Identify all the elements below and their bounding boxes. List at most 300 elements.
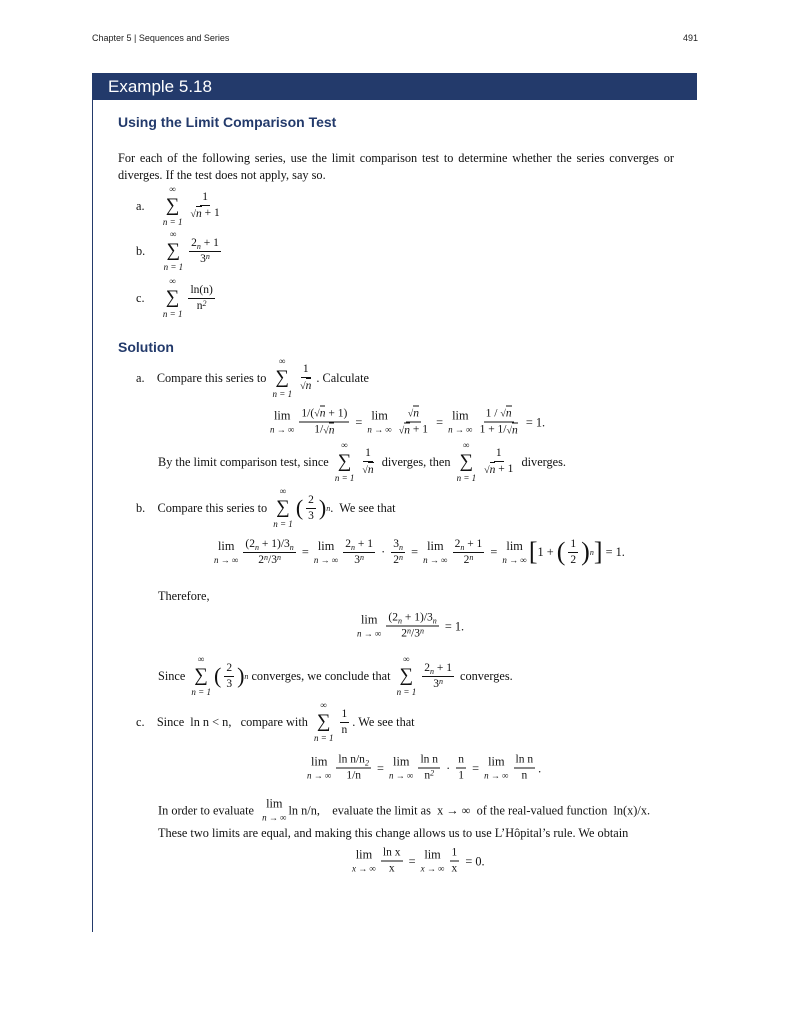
square-root xyxy=(362,462,373,478)
math-text: = 1. xyxy=(441,619,465,633)
exponent: n xyxy=(196,241,201,251)
intro-paragraph: For each of the following series, use the limit comparison test to determine whether the series converges or diverges. If the test does not apply, say so. xyxy=(118,151,674,182)
exponent: n xyxy=(264,552,268,562)
fraction xyxy=(340,707,350,738)
exponent: n xyxy=(419,626,424,636)
numerator xyxy=(422,661,454,677)
math-text: n xyxy=(521,769,528,782)
equation-b-therefore xyxy=(355,611,464,642)
math-text: By the limit comparison test, since xyxy=(158,455,332,469)
exponent: n xyxy=(399,542,404,552)
radicand: n xyxy=(505,407,512,420)
numerator xyxy=(340,707,350,723)
sum-index: n = 1 xyxy=(396,687,417,697)
fraction xyxy=(360,446,375,478)
numerator xyxy=(243,537,295,553)
denominator xyxy=(352,553,366,568)
limit-subscript: n → ∞ xyxy=(270,424,295,435)
math-text: = xyxy=(408,545,422,559)
limit xyxy=(421,848,445,875)
lim-label: lim xyxy=(274,408,291,423)
equation-c xyxy=(305,753,541,784)
fraction xyxy=(343,537,375,568)
exponent: n xyxy=(205,251,210,261)
math-text: 2 xyxy=(345,537,352,550)
solution-c-lhopital xyxy=(158,825,628,841)
fraction xyxy=(243,537,295,568)
sigma-symbol: ∑ xyxy=(165,287,180,308)
radicand: n xyxy=(319,407,326,420)
numerator xyxy=(299,406,349,423)
summation xyxy=(273,356,293,400)
math-text: ln n xyxy=(515,753,534,766)
radicand: n xyxy=(404,424,411,437)
math-text: 2 xyxy=(454,537,461,550)
sum-upper-limit: ∞ xyxy=(463,440,470,450)
radical-sign: √ xyxy=(190,208,196,220)
math-text: 2 xyxy=(401,627,407,640)
denominator xyxy=(344,769,363,784)
parenthesized-fraction xyxy=(214,661,244,692)
equation-b xyxy=(212,536,625,568)
numerator xyxy=(343,537,375,553)
math-text: 1/n xyxy=(346,769,362,782)
exponent: n xyxy=(326,503,331,513)
denominator xyxy=(431,677,445,692)
fraction xyxy=(298,362,313,394)
math-text: n xyxy=(458,753,465,766)
math-text: 3 xyxy=(200,252,206,265)
math-text: 1 xyxy=(451,846,458,859)
denominator xyxy=(391,553,405,568)
math-text: + 1)/3 xyxy=(402,611,433,624)
math-text: b. Compare this series to xyxy=(136,501,271,515)
solution-heading: Solution xyxy=(118,339,174,355)
math-text: diverges, then xyxy=(378,455,454,469)
math-text: ln x xyxy=(382,846,401,859)
math-text: = xyxy=(433,415,447,429)
math-text: x xyxy=(451,862,458,875)
math-text: 1/( xyxy=(301,407,315,420)
math-text: + 1 xyxy=(355,537,374,550)
math-text: + 1)/3 xyxy=(259,537,290,550)
summation xyxy=(163,184,183,228)
exponent: n xyxy=(429,666,434,676)
lim-label: lim xyxy=(361,612,378,627)
math-text: (2 xyxy=(388,611,399,624)
math-text: = xyxy=(469,761,483,775)
limit xyxy=(448,409,472,436)
page-number: 491 xyxy=(683,33,699,43)
math-text: Since xyxy=(158,669,189,683)
summation xyxy=(314,700,334,744)
math-text: + 1) xyxy=(325,407,348,420)
numerator xyxy=(453,537,485,553)
fraction xyxy=(514,753,536,784)
limit-subscript: n → ∞ xyxy=(389,770,414,781)
sum-index: n = 1 xyxy=(191,687,211,697)
denominator xyxy=(399,627,426,642)
square-root xyxy=(323,423,334,439)
math-text: 1 + xyxy=(537,545,557,559)
solution-b-conclusion xyxy=(158,654,513,698)
sigma-symbol: ∑ xyxy=(337,451,352,472)
math-text: 3 xyxy=(433,677,439,690)
square-root xyxy=(399,423,410,439)
math-text: a. Compare this series to xyxy=(136,371,270,385)
numerator xyxy=(363,446,373,462)
limit xyxy=(484,755,508,782)
lim-label: lim xyxy=(266,796,283,811)
limit-subscript: n → ∞ xyxy=(448,424,473,435)
square-root xyxy=(484,462,495,478)
math-text: converges. xyxy=(456,669,513,683)
numerator xyxy=(301,362,311,378)
fraction xyxy=(306,493,316,524)
fraction xyxy=(188,283,214,314)
sum-upper-limit: ∞ xyxy=(279,486,287,496)
bracketed-expression xyxy=(529,536,603,568)
radicand: n xyxy=(305,380,312,392)
radical-sign: √ xyxy=(323,425,329,436)
numerator xyxy=(406,406,421,423)
limit-subscript: n → ∞ xyxy=(307,770,332,781)
radical-sign: √ xyxy=(506,425,512,436)
numerator xyxy=(391,537,405,553)
math-text: ln n/n, evaluate the limit as x → ∞ of the real-valued function ln(x)/x. xyxy=(288,803,651,817)
denominator xyxy=(387,862,397,877)
denominator xyxy=(188,206,221,222)
numerator xyxy=(200,190,210,206)
radical-sign: √ xyxy=(407,408,414,419)
sum-upper-limit: ∞ xyxy=(279,356,286,366)
therefore-label: Therefore, xyxy=(158,589,210,603)
math-text: 1 + 1/ xyxy=(479,423,507,436)
summation xyxy=(191,654,211,698)
exponent: 2 xyxy=(430,768,435,778)
radicand: n xyxy=(328,424,335,437)
therefore-text xyxy=(158,588,210,604)
lim-label: lim xyxy=(218,538,235,553)
right-paren: ) xyxy=(581,537,590,566)
sum-upper-limit: ∞ xyxy=(320,700,327,710)
numerator: 2 xyxy=(224,661,234,677)
math-text: · xyxy=(443,761,454,775)
math-text: /3 xyxy=(411,627,420,640)
summation xyxy=(164,229,184,273)
math-text: + 1 xyxy=(410,423,429,436)
math-text: In order to evaluate xyxy=(158,803,261,817)
denominator: 3 xyxy=(226,677,233,690)
example-border xyxy=(92,100,93,932)
denominator: 3 xyxy=(308,509,314,522)
numerator xyxy=(514,753,536,769)
math-text: 2 xyxy=(463,553,470,566)
square-root xyxy=(500,406,511,422)
parenthesized-fraction xyxy=(296,493,326,524)
radical-sign: √ xyxy=(300,380,306,392)
math-text: x xyxy=(388,862,395,875)
fraction xyxy=(224,661,234,692)
solution-a-conclusion xyxy=(158,440,566,484)
square-root xyxy=(190,206,201,222)
math-text: 2 xyxy=(393,553,400,566)
fraction xyxy=(397,406,430,439)
denominator xyxy=(298,378,313,394)
math-text: 1 xyxy=(495,447,502,459)
radical-sign: √ xyxy=(314,408,320,419)
radical-sign: √ xyxy=(362,464,368,476)
denominator xyxy=(198,252,212,267)
limit-subscript: n → ∞ xyxy=(262,812,287,823)
math-text: 3 xyxy=(354,553,361,566)
limit xyxy=(357,613,381,640)
fraction xyxy=(422,661,454,692)
sigma-symbol: ∑ xyxy=(166,240,181,261)
limit-subscript: x → ∞ xyxy=(420,863,445,874)
fraction xyxy=(482,446,515,478)
sigma-symbol: ∑ xyxy=(194,665,208,686)
math-text: = xyxy=(373,761,388,775)
sum-index: n = 1 xyxy=(272,389,293,399)
math-text: 1 xyxy=(341,707,348,720)
summation xyxy=(335,440,355,484)
math-text: ln n/n xyxy=(338,753,365,766)
left-paren: ( xyxy=(295,495,304,520)
limit xyxy=(367,409,391,436)
limit xyxy=(214,539,238,566)
lim-label: lim xyxy=(427,538,444,553)
denominator xyxy=(456,769,466,784)
sum-index: n = 1 xyxy=(313,733,334,743)
limit xyxy=(307,755,331,782)
exponent: n xyxy=(460,542,465,552)
math-text: = xyxy=(487,545,501,559)
radicand: n xyxy=(367,464,374,476)
denominator xyxy=(340,723,350,738)
right-paren: ) xyxy=(318,495,327,520)
fraction xyxy=(381,846,403,877)
denominator xyxy=(256,553,283,568)
denominator xyxy=(312,423,336,439)
lim-label: lim xyxy=(393,754,410,769)
denominator xyxy=(195,299,209,314)
fraction xyxy=(450,846,460,877)
denominator xyxy=(450,862,460,877)
math-text: = 1. xyxy=(522,415,546,429)
question-c xyxy=(136,276,218,320)
denominator xyxy=(519,769,529,784)
limit xyxy=(389,755,413,782)
math-text: 3 xyxy=(393,537,400,550)
exponent: 2 xyxy=(364,758,369,768)
fraction xyxy=(568,537,578,568)
math-text: ln(n) xyxy=(190,283,213,296)
equation-a xyxy=(268,406,545,439)
denominator xyxy=(462,553,476,568)
limit-subscript: x → ∞ xyxy=(352,863,376,874)
math-text: 1 xyxy=(202,191,208,203)
sigma-symbol: ∑ xyxy=(275,367,290,388)
math-text: 1/ xyxy=(314,423,324,436)
exponent: n xyxy=(255,542,260,552)
square-root xyxy=(300,378,311,394)
square-root xyxy=(507,423,518,439)
math-text: + 1 xyxy=(495,463,514,475)
limit xyxy=(262,797,286,824)
sigma-symbol: ∑ xyxy=(165,195,180,216)
denominator: 2 xyxy=(570,553,577,566)
math-text: + 1 xyxy=(464,537,483,550)
sum-index: n = 1 xyxy=(334,473,355,483)
fraction xyxy=(188,190,221,222)
denominator xyxy=(482,462,515,478)
radicand: n xyxy=(512,424,518,437)
limit xyxy=(314,539,338,566)
sum-upper-limit: ∞ xyxy=(170,229,177,239)
math-text: n xyxy=(424,769,431,782)
fraction xyxy=(336,753,371,784)
math-text: 2 xyxy=(258,553,264,566)
summation xyxy=(163,276,183,320)
denominator xyxy=(422,769,436,784)
lim-label: lim xyxy=(424,847,441,862)
equation-final xyxy=(350,846,485,877)
lim-label: lim xyxy=(355,847,373,862)
math-text: diverges. xyxy=(518,455,566,469)
question-b xyxy=(136,229,224,273)
exponent: n xyxy=(399,552,404,562)
lim-label: lim xyxy=(311,754,328,769)
numerator xyxy=(418,753,440,769)
fraction xyxy=(478,406,520,439)
sigma-symbol: ∑ xyxy=(399,665,414,686)
math-text: · xyxy=(378,545,389,559)
sigma-symbol: ∑ xyxy=(459,451,474,472)
left-paren: ( xyxy=(213,663,222,688)
math-text: c. xyxy=(136,291,160,305)
radical-sign: √ xyxy=(500,408,506,419)
limit-subscript: n → ∞ xyxy=(423,554,448,565)
exponent: n xyxy=(244,671,249,681)
sum-index: n = 1 xyxy=(162,217,183,227)
math-text: ln n xyxy=(420,753,439,766)
parenthesized-fraction xyxy=(557,536,590,568)
limit-subscript: n → ∞ xyxy=(313,554,339,565)
numerator xyxy=(381,846,403,862)
math-text: + 1 xyxy=(433,661,452,674)
math-text: 2 xyxy=(191,236,197,249)
math-text: 2 xyxy=(424,661,430,674)
square-root xyxy=(408,406,419,422)
numerator: 2 xyxy=(306,493,316,509)
right-paren: ) xyxy=(237,663,245,688)
sum-upper-limit: ∞ xyxy=(403,654,410,664)
lhopital-text: These two limits are equal, and making this change allows us to use L’Hôpital’s rule. We obtain xyxy=(158,826,629,840)
limit xyxy=(502,539,526,566)
exponent: 2 xyxy=(202,298,207,308)
numerator xyxy=(188,283,214,299)
fraction xyxy=(391,537,405,568)
denominator xyxy=(360,462,375,478)
fraction xyxy=(456,753,466,784)
math-text: . We see that xyxy=(352,715,415,729)
limit-subscript: n → ∞ xyxy=(367,424,392,435)
math-text: converges, we conclude that xyxy=(248,669,394,683)
math-text: a. xyxy=(136,199,160,213)
lim-label: lim xyxy=(452,408,469,423)
math-text: = xyxy=(298,545,312,559)
exponent: n xyxy=(407,626,411,636)
running-header-chapter: Chapter 5 | Sequences and Series xyxy=(92,33,230,43)
sum-upper-limit: ∞ xyxy=(197,654,205,664)
math-text: b. xyxy=(136,244,161,258)
lim-label: lim xyxy=(371,408,388,423)
question-a xyxy=(136,184,225,228)
lim-label: lim xyxy=(488,754,505,769)
sum-upper-limit: ∞ xyxy=(169,276,176,286)
fraction xyxy=(299,406,349,439)
math-text: + 1 xyxy=(201,207,220,219)
limit-subscript: n → ∞ xyxy=(214,554,239,565)
fraction xyxy=(453,537,485,568)
summation xyxy=(457,440,477,484)
math-text: (2 xyxy=(245,537,256,550)
exponent: n xyxy=(469,552,474,562)
math-text: = 0. xyxy=(462,854,485,868)
math-text: . xyxy=(538,761,542,775)
solution-a-intro xyxy=(136,356,369,400)
math-text: n xyxy=(341,723,348,736)
exponent: n xyxy=(398,616,403,626)
numerator xyxy=(494,446,504,462)
math-text: 1 / xyxy=(485,407,501,420)
math-text: . Calculate xyxy=(316,371,369,385)
limit xyxy=(270,409,294,436)
limit-subscript: n → ∞ xyxy=(357,628,382,639)
sum-index: n = 1 xyxy=(162,309,183,319)
radical-sign: √ xyxy=(484,464,490,476)
denominator xyxy=(478,423,520,439)
solution-c-evaluate xyxy=(158,797,650,824)
radical-sign: √ xyxy=(398,425,405,436)
math-text: 1 xyxy=(458,769,465,782)
math-text: n xyxy=(196,299,203,312)
fraction xyxy=(189,236,221,267)
math-text: = xyxy=(352,415,366,429)
exponent: n xyxy=(589,547,594,557)
numerator xyxy=(450,846,460,862)
math-text: 1 xyxy=(365,447,371,459)
numerator xyxy=(189,236,221,252)
summation xyxy=(397,654,417,698)
math-text: c. Since ln n < n, compare with xyxy=(136,715,311,729)
math-text: /3 xyxy=(268,553,277,566)
radicand: n xyxy=(489,464,496,476)
sum-index: n = 1 xyxy=(456,473,477,483)
exponent: n xyxy=(360,552,365,562)
example-subtitle: Using the Limit Comparison Test xyxy=(118,114,337,130)
math-text: . We see that xyxy=(330,501,396,515)
limit xyxy=(352,848,376,875)
numerator xyxy=(484,406,514,423)
lim-label: lim xyxy=(506,538,523,553)
fraction xyxy=(418,753,440,784)
right-bracket: ] xyxy=(593,537,603,566)
exponent: n xyxy=(276,552,281,562)
denominator xyxy=(397,423,430,439)
fraction xyxy=(386,611,438,642)
